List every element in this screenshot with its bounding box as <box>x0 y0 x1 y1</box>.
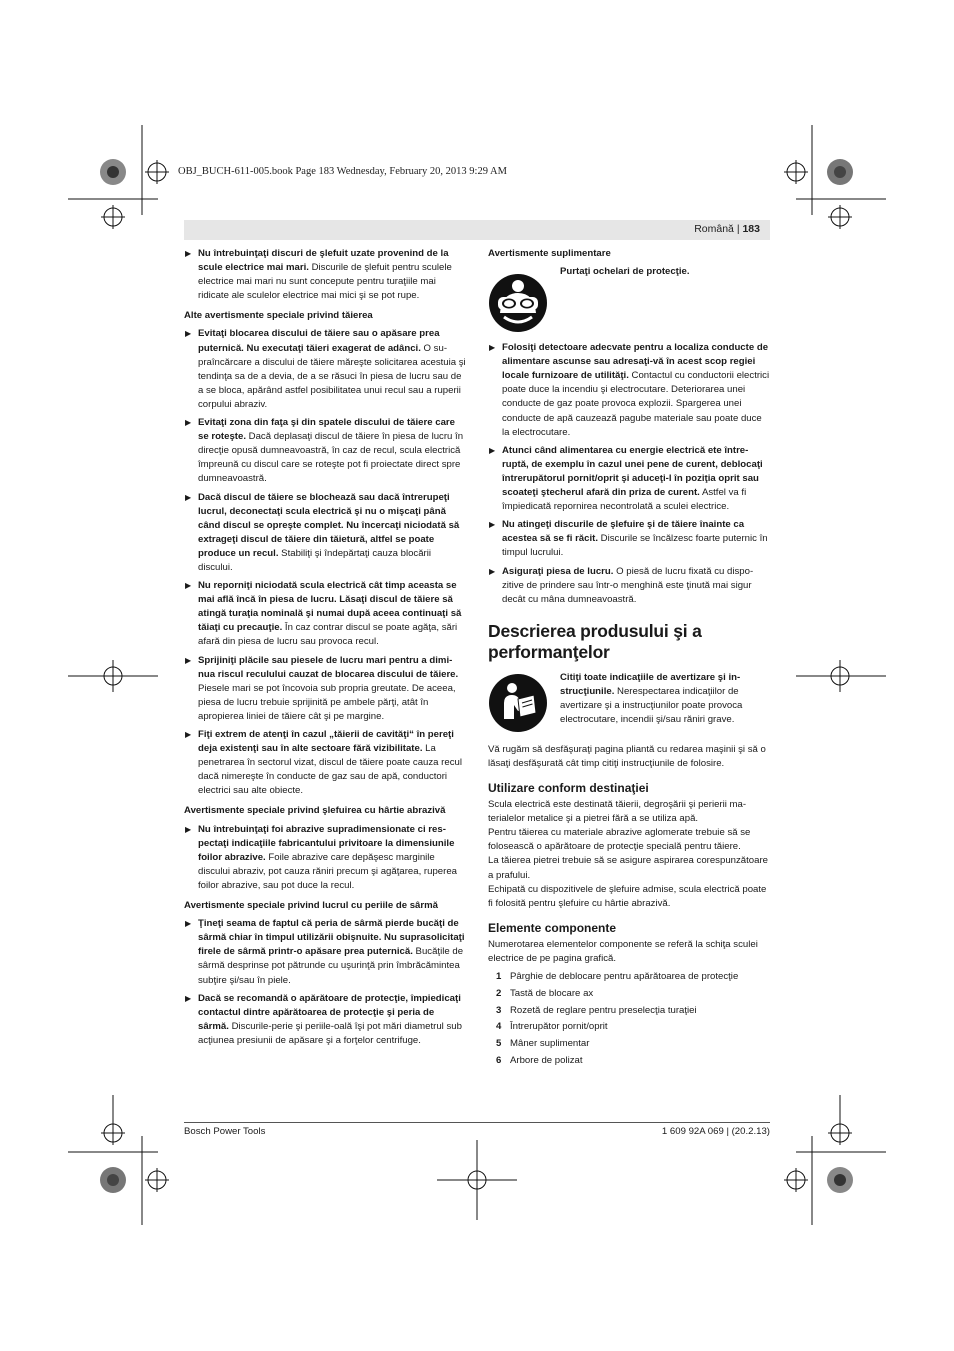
right-column <box>488 247 770 1071</box>
arrow-bullet-icon: ▶ <box>489 445 496 455</box>
paragraph: Pentru tăierea cu materiale abrazive aglomerate trebuie să se folosească o apărătoare de protecţie specială pentru tăiere. <box>488 827 751 853</box>
bullet: ▶ Dacă se recomandă o apărătoare de protecţie, împiedicaţi contactul dintre apărătoarea de protecţie şi peria de sârmă. Discurile-perie şi periile-oală îşi pot mări diametrul sub acţiunea presiunii de apăsare şi a forţelor centrifuge. <box>185 992 462 1046</box>
safety-goggles-icon <box>488 273 548 333</box>
list-item: 2 Tastă de blocare ax <box>496 987 594 999</box>
paragraph: Echipată cu dispozitivele de şlefuire admise, scula electrică poate fi folosită pentru şlefuire cu hârtie abrazivă. <box>488 883 767 909</box>
bullet: ▶ Nu întrebuinţaţi foi abrazive supradimensionate ci respectaţi indicaţiile fabricantului privitoare la dimensiunile foilor abrazive. Foile abrazive care depăşesc marginile discului abraziv, pot cauza răniri precum şi agăţarea, ruperea foilor abrazive, sau pot duce la recul. <box>185 823 457 891</box>
arrow-bullet-icon: ▶ <box>489 520 496 530</box>
arrow-bullet-icon: ▶ <box>185 655 192 665</box>
page-number: 183 <box>742 223 760 235</box>
arrow-bullet-icon: ▶ <box>185 993 192 1003</box>
bullet: ▶ Nu atingeţi discurile de şlefuire şi de tăiere înainte ca acestea să se fi răcit. Discurile se încălzesc foarte puternic în timpul lucrului. <box>489 519 768 559</box>
bullet: ▶ Nu reporniţi niciodată scula electrică cât timp aceasta se mai află încă în piesa de lucru. Lăsaţi discul de tăiere să atingă turaţia nominală şi numai după aceea continuaţi să tăiaţi cu precauţie. În caz contrar discul se poate agăţa, sări afară din piesa de lucru sau provoca recul. <box>185 580 462 648</box>
header-language: Română | 183 <box>694 223 760 235</box>
arrow-bullet-icon: ▶ <box>185 492 192 502</box>
arrow-bullet-icon: ▶ <box>185 249 192 258</box>
left-column <box>184 247 466 1052</box>
footer-publisher: Bosch Power Tools <box>184 1126 266 1137</box>
section-heading: Avertismente speciale privind şlefuirea cu hârtie abrazivă <box>184 805 446 817</box>
bullet: ▶ Evitaţi zona din faţa şi din spatele discului de tăiere care se roteşte. Dacă deplasaţi discul de tăiere în piesa de lucru în direcţie opusă dumneavoastră, în caz de recul, scula electrică împreună cu discul care se roteşte pot fi proiectate direct spre dumneavoastră. <box>185 417 464 485</box>
bullet: ▶ Dacă discul de tăiere se blochează sau dacă întrerupeţi lucrul, deconectaţi scula electrică şi nu o mişcaţi până când discul se opreşte complet. Nu încercaţi niciodată să extrageţi discul de tăiere din tăietură, altfel se poate produce un recul. Stabiliţi şi îndepărtaţi cauza blocării discului. <box>185 491 460 573</box>
paragraph: Scula electrică este destinată tăierii, degroşării şi perierii materialelor metalice şi a pietrei fără a se utiliza apă. <box>488 799 747 825</box>
list-item: 4 Întrerupător pornit/oprit <box>496 1021 608 1033</box>
bullet: ▶ Sprijiniţi plăcile sau piesele de lucru mari pentru a diminua riscul reculului cauzat de blocarea discului de tăiere. Piesele mari se pot încovoia sub propria greutate. De aceea, piesa de lucru trebuie sprijinită pe ambele părţi, atât în apropierea liniei de tăiere cât şi pe margine. <box>185 654 459 722</box>
paragraph: Numerotarea elementelor componente se referă la schiţa sculei electrice de pe pagina grafică. <box>488 938 758 964</box>
subsection-heading: Utilizare conform destinaţiei <box>488 780 649 795</box>
components-list <box>488 970 770 1071</box>
goggles-warning <box>488 265 770 341</box>
bullet: ▶ Folosiţi detectoare adecvate pentru a localiza conducte de alimentare ascunse sau adresaţi-vă în acest scop regiei locale furnizoare de utilităţi. Contactul cu conductorii electrici poate duce la incendiu şi electrocutare. Deteriorarea unei conducte de gaz poate provoca explozii. Spargerea unei conducte de apă cauzează pagube materiale sau poate duce la electrocutare. <box>489 342 770 438</box>
subsection-heading: Elemente componente <box>488 920 617 935</box>
read-manual-warning: Citiţi toate indicaţiile de avertizare şi instrucţiunile. Nerespectarea indicaţiilor de avertizare şi a instrucţiunilor poate provoca electrocutare, incendii şi/sau răniri grave. <box>488 671 770 741</box>
page-header <box>184 220 770 240</box>
bullet: ▶ Asiguraţi piesa de lucru. O piesă de lucru fixată cu dispozitive de prindere sau într-o menghină este ţinută mai sigur decât cu mâna dumneavoastră. <box>489 565 754 605</box>
arrow-bullet-icon: ▶ <box>185 329 192 339</box>
section-title: Descrierea produsului şi a performanţelor <box>488 620 702 662</box>
arrow-bullet-icon: ▶ <box>185 919 192 929</box>
list-item: 1 Pârghie de deblocare pentru apărătoarea de protecţie <box>496 971 739 983</box>
list-item: 5 Mâner suplimentar <box>496 1038 590 1050</box>
arrow-bullet-icon: ▶ <box>185 824 192 834</box>
arrow-bullet-icon: ▶ <box>185 581 192 591</box>
read-manual-icon <box>488 673 548 733</box>
bullet: ▶ Evitaţi blocarea discului de tăiere sau o apăsare prea puternică. Nu executaţi tăieri exagerat de adânci. O supraîncărcare a discului de tăiere măreşte solicitarea acestuia şi tendinţa sa de a devia, de a se răsuci în piesa de lucru sau de a se bloca, apărând astfel posibilitatea unui recul sau a ruperii corpului abraziv. <box>185 328 466 410</box>
section-heading: Avertismente speciale privind lucrul cu periile de sârmă <box>184 900 438 912</box>
bullet: ▶ Nu întrebuinţaţi discuri de şlefuit uzate provenind de la scule electrice mai mari. Discurile de şlefuit pentru sculele electrice mai mari nu sunt concepute pentru turaţiile mai ridicate ale sculelor electrice mai mici şi se pot rupe. <box>185 248 452 302</box>
list-item: 6 Arbore de polizat <box>496 1055 583 1067</box>
arrow-bullet-icon: ▶ <box>489 343 496 353</box>
book-slug: OBJ_BUCH-611-005.book Page 183 Wednesday, February 20, 2013 9:29 AM <box>178 166 507 177</box>
bullet: ▶ Ţineţi seama de faptul că peria de sârmă pierde bucăţi de sârmă chiar în timpul utilizării obişnuite. Nu suprasolicitaţi firele de sârmă printr-o apăsare prea puternică. Bucăţile de sârmă desprinse pot pătrunde cu uşurinţă prin îmbrăcămintea subţire şi/sau în piele. <box>185 918 465 986</box>
footer-doc-number: 1 609 92A 069 | (20.2.13) <box>661 1126 770 1137</box>
footer-rule <box>184 1122 770 1123</box>
arrow-bullet-icon: ▶ <box>185 418 192 428</box>
paragraph: La tăierea pietrei trebuie să se asigure aspirarea corespunzătoare a prafului. <box>488 855 768 881</box>
arrow-bullet-icon: ▶ <box>185 730 192 739</box>
section-heading: Alte avertismente speciale privind tăierea <box>184 310 373 322</box>
arrow-bullet-icon: ▶ <box>489 566 496 576</box>
bullet: ▶ Atunci când alimentarea cu energie electrică ete întreruptă, de exemplu în cazul unei pene de curent, deblocaţi întrerupătorul pornit/oprit şi aduceţi-l în poziţia oprit sau scoateţi ştecherul afară din priza de curent. Astfel va fi împiedicată repornirea necontrolată a sculei electrice. <box>489 444 763 513</box>
section-heading: Avertismente suplimentare <box>488 248 611 259</box>
paragraph: Vă rugăm să desfăşuraţi pagina pliantă cu redarea maşinii şi să o lăsaţi desfăşurată cât timp citiţi instrucţiunile de folosire. <box>488 743 766 769</box>
bullet: ▶ Fiţi extrem de atenţi în cazul „tăierii de cavităţi“ în pereţi deja existenţi sau în alte sectoare fără vizibilitate. La penetrarea în sectorul vizat, discul de tăiere poate cauza recul dacă nimereşte în conducte de gaz sau de apă, conductori electrici sau alte obiecte. <box>185 729 462 797</box>
list-item: 3 Rozetă de reglare pentru preselecţia turaţiei <box>496 1004 697 1016</box>
goggles-text: Purtaţi ochelari de protecţie. <box>560 266 690 278</box>
